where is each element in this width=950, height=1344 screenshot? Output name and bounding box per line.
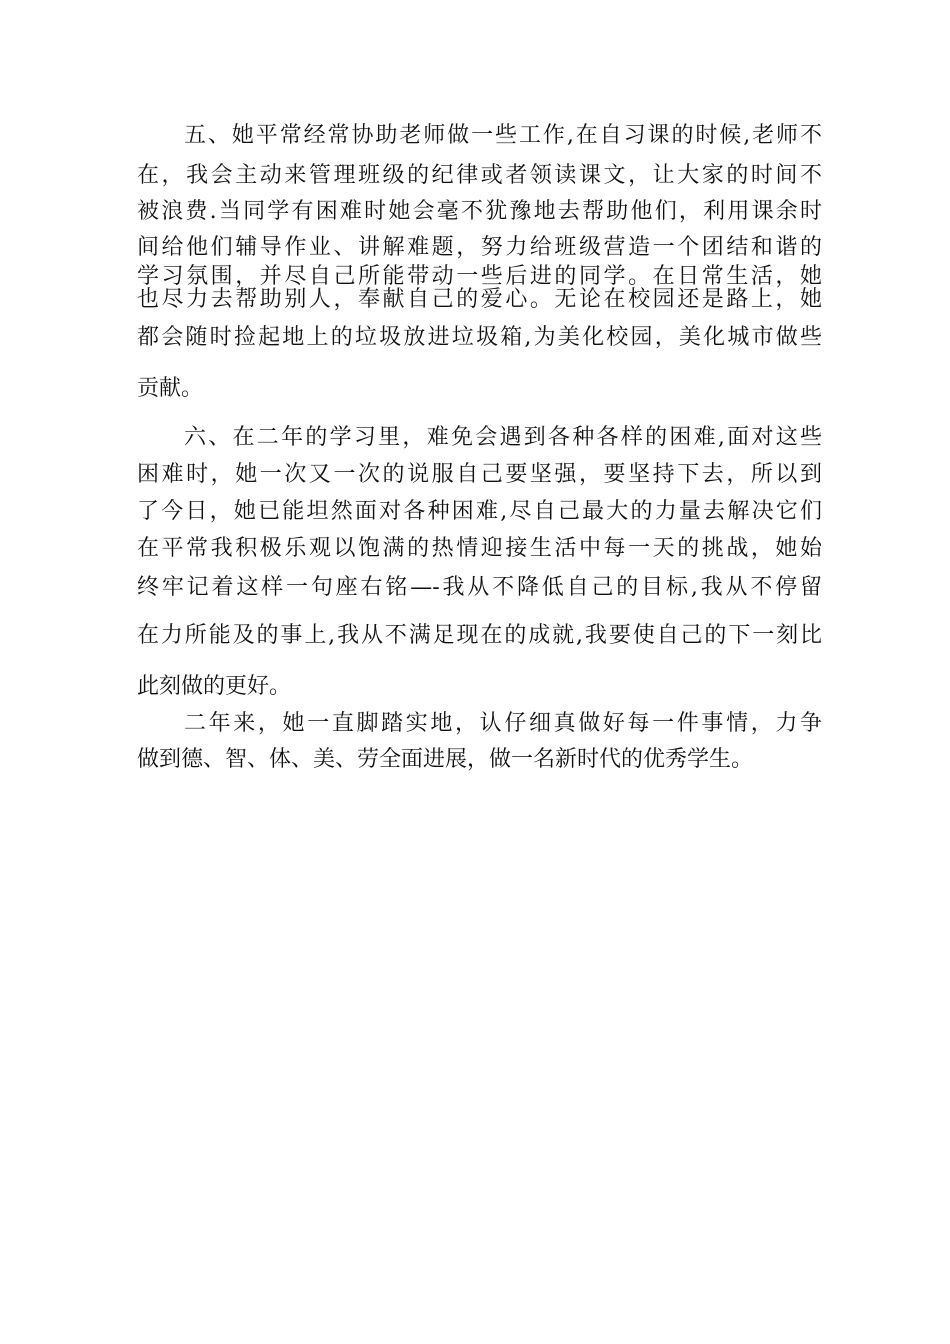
text-line: 六、在二年的学习里，难免会遇到各种各样的困难,面对这些 [184, 425, 822, 450]
text-line: 贡献。 [137, 376, 204, 401]
text-line: 终牢记着这样一句座右铭—-我从不降低自己的目标,我从不停留 [137, 575, 822, 600]
text-line: 了今日，她已能坦然面对各种困难,尽自己最大的力量去解决它们 [137, 499, 822, 524]
text-line: 五、她平常经常协助老师做一些工作,在自习课的时候,老师不 [184, 123, 822, 148]
text-line: 都会随时捡起地上的垃圾放进垃圾箱,为美化校园，美化城市做些 [137, 325, 822, 350]
text-line: 学习氛围，并尽自己所能带动一些后进的同学。在日常生活，她 [137, 264, 822, 289]
text-line: 被浪费.当同学有困难时她会毫不犹豫地去帮助他们，利用课余时 [137, 199, 822, 224]
text-line: 在，我会主动来管理班级的纪律或者领读课文，让大家的时间不 [137, 163, 822, 188]
text-line: 此刻做的更好。 [137, 674, 292, 699]
text-line: 间给他们辅导作业、讲解难题，努力给班级营造一个团结和谐的 [137, 235, 822, 260]
text-line: 在力所能及的事上,我从不满足现在的成就,我要使自己的下一刻比 [137, 623, 822, 648]
text-line: 二年来，她一直脚踏实地，认仔细真做好每一件事情，力争 [184, 711, 822, 736]
text-line: 在平常我积极乐观以饱满的热情迎接生活中每一天的挑战，她始 [137, 536, 822, 561]
text-line: 困难时，她一次又一次的说服自己要坚强，要坚持下去，所以到 [137, 462, 822, 487]
text-line: 也尽力去帮助别人，奉献自己的爱心。无论在校园还是路上，她 [137, 287, 822, 312]
text-line: 做到德、智、体、美、劳全面进展，做一名新时代的优秀学生。 [137, 747, 754, 772]
